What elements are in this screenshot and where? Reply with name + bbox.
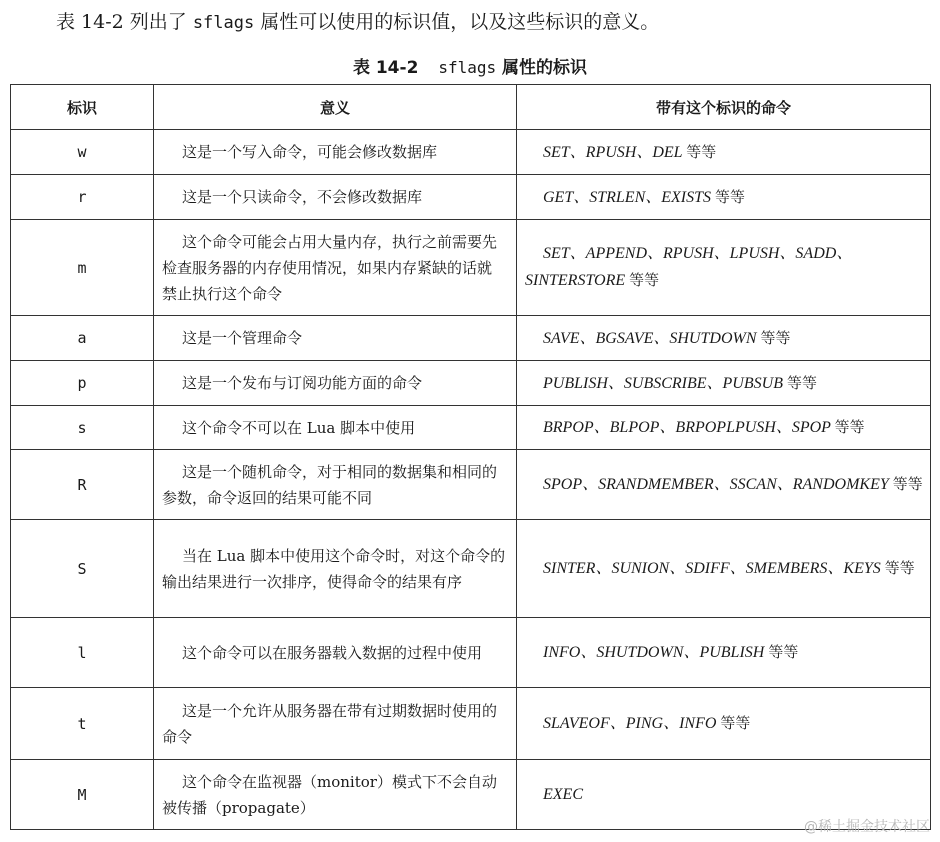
commands-list: SPOP、SRANDMEMBER、SSCAN、RANDOMKEY	[543, 476, 889, 493]
commands-text	[525, 184, 924, 211]
commands-tail: 等等	[786, 373, 817, 392]
commands-list: INFO、SHUTDOWN、PUBLISH	[543, 644, 765, 661]
meaning-text: 这是一个允许从服务器在带有过期数据时使用的命令	[162, 701, 498, 746]
table-row	[11, 618, 931, 688]
commands-list: SAVE、BGSAVE、SHUTDOWN	[543, 329, 757, 347]
flag-cell: r	[11, 175, 154, 220]
flag-cell: S	[11, 520, 154, 618]
commands-tail: 等等	[686, 142, 717, 161]
table-row	[11, 688, 931, 760]
commands-cell	[517, 175, 931, 220]
commands-text	[525, 781, 924, 808]
commands-list: SLAVEOF、PING、INFO	[543, 715, 717, 732]
intro-prefix: 表 14-2 列出了	[56, 11, 187, 33]
commands-cell	[517, 450, 931, 520]
table-caption	[0, 53, 940, 78]
commands-text	[525, 710, 924, 737]
meaning-text: 这个命令可能会占用大量内存，执行之前需要先检查服务器的内存使用情况，如果内存紧缺的话就禁止执行这个命令	[162, 232, 498, 303]
commands-tail: 等等	[834, 418, 865, 436]
meaning-cell	[154, 688, 517, 760]
commands-text	[525, 241, 924, 294]
watermark: @稀土掘金技术社区	[804, 819, 930, 835]
meaning-text: 当在 Lua 脚本中使用这个命令时，对这个命令的输出结果进行一次排序，使得命令的结果有序	[162, 546, 506, 591]
commands-tail: 等等	[629, 271, 660, 289]
commands-list: GET、STRLEN、EXISTS	[543, 188, 712, 206]
commands-text	[525, 139, 924, 166]
commands-list: EXEC	[543, 786, 583, 803]
commands-text	[525, 370, 924, 397]
commands-cell	[517, 316, 931, 361]
meaning-text: 这是一个只读命令，不会修改数据库	[182, 188, 423, 206]
meaning-text: 这是一个发布与订阅功能方面的命令	[182, 374, 423, 392]
table-row	[11, 520, 931, 618]
commands-text	[525, 555, 924, 582]
intro-paragraph	[56, 8, 659, 37]
meaning-text: 这个命令不可以在 Lua 脚本中使用	[182, 418, 416, 437]
caption-suffix: 属性的标识	[502, 58, 588, 78]
flag-cell: a	[11, 316, 154, 361]
meaning-cell	[154, 520, 517, 618]
flag-cell: R	[11, 450, 154, 520]
meaning-text: 这是一个随机命令，对于相同的数据集和相同的参数，命令返回的结果可能不同	[162, 462, 498, 507]
commands-cell	[517, 688, 931, 760]
meaning-cell	[154, 361, 517, 406]
meaning-cell	[154, 406, 517, 450]
intro-code: sflags	[192, 13, 255, 33]
commands-tail: 等等	[768, 643, 799, 661]
flag-cell: w	[11, 130, 154, 175]
commands-list: PUBLISH、SUBSCRIBE、PUBSUB	[543, 374, 783, 392]
commands-text	[525, 471, 924, 498]
commands-list: SET、APPEND、RPUSH、LPUSH、SADD、SINTERSTORE	[525, 245, 853, 289]
commands-text	[525, 414, 924, 441]
header-flag: 标识	[11, 85, 154, 130]
flag-cell: s	[11, 406, 154, 450]
commands-text	[525, 325, 924, 352]
intro-suffix: 属性可以使用的标识值，以及这些标识的意义。	[260, 11, 660, 33]
header-meaning: 意义	[154, 85, 517, 130]
table-row	[11, 130, 931, 175]
commands-list: SINTER、SUNION、SDIFF、SMEMBERS、KEYS	[543, 560, 881, 577]
commands-cell	[517, 406, 931, 450]
meaning-cell	[154, 450, 517, 520]
caption-label: 表 14-2	[352, 58, 419, 78]
table-row	[11, 361, 931, 406]
sflags-table	[10, 84, 931, 830]
table-row	[11, 760, 931, 830]
table-row	[11, 316, 931, 361]
table-row	[11, 406, 931, 450]
table-row	[11, 450, 931, 520]
commands-cell	[517, 361, 931, 406]
meaning-text: 这是一个管理命令	[182, 329, 303, 347]
flag-cell: m	[11, 220, 154, 316]
meaning-text: 这个命令可以在服务器载入数据的过程中使用	[182, 643, 483, 662]
flag-cell: M	[11, 760, 154, 830]
meaning-cell	[154, 220, 517, 316]
commands-tail: 等等	[715, 187, 746, 206]
commands-tail: 等等	[892, 475, 923, 493]
commands-text	[525, 639, 924, 666]
caption-code: sflags	[438, 58, 497, 77]
flag-cell: p	[11, 361, 154, 406]
table-row	[11, 220, 931, 316]
commands-list: BRPOP、BLPOP、BRPOPLPUSH、SPOP	[543, 419, 831, 436]
meaning-cell	[154, 618, 517, 688]
commands-cell	[517, 220, 931, 316]
meaning-cell	[154, 760, 517, 830]
flag-cell: t	[11, 688, 154, 760]
table-header-row	[11, 85, 931, 130]
commands-cell	[517, 520, 931, 618]
commands-tail: 等等	[720, 714, 751, 732]
meaning-cell	[154, 316, 517, 361]
commands-tail: 等等	[884, 559, 915, 577]
meaning-cell	[154, 175, 517, 220]
meaning-text: 这个命令在监视器（monitor）模式下不会自动被传播（propagate）	[162, 772, 497, 817]
commands-list: SET、RPUSH、DEL	[543, 143, 683, 161]
table-row	[11, 175, 931, 220]
commands-cell	[517, 618, 931, 688]
meaning-cell	[154, 130, 517, 175]
commands-tail: 等等	[760, 328, 791, 347]
meaning-text: 这是一个写入命令，可能会修改数据库	[182, 143, 438, 161]
commands-cell	[517, 130, 931, 175]
header-commands: 带有这个标识的命令	[517, 85, 931, 130]
flag-cell: l	[11, 618, 154, 688]
